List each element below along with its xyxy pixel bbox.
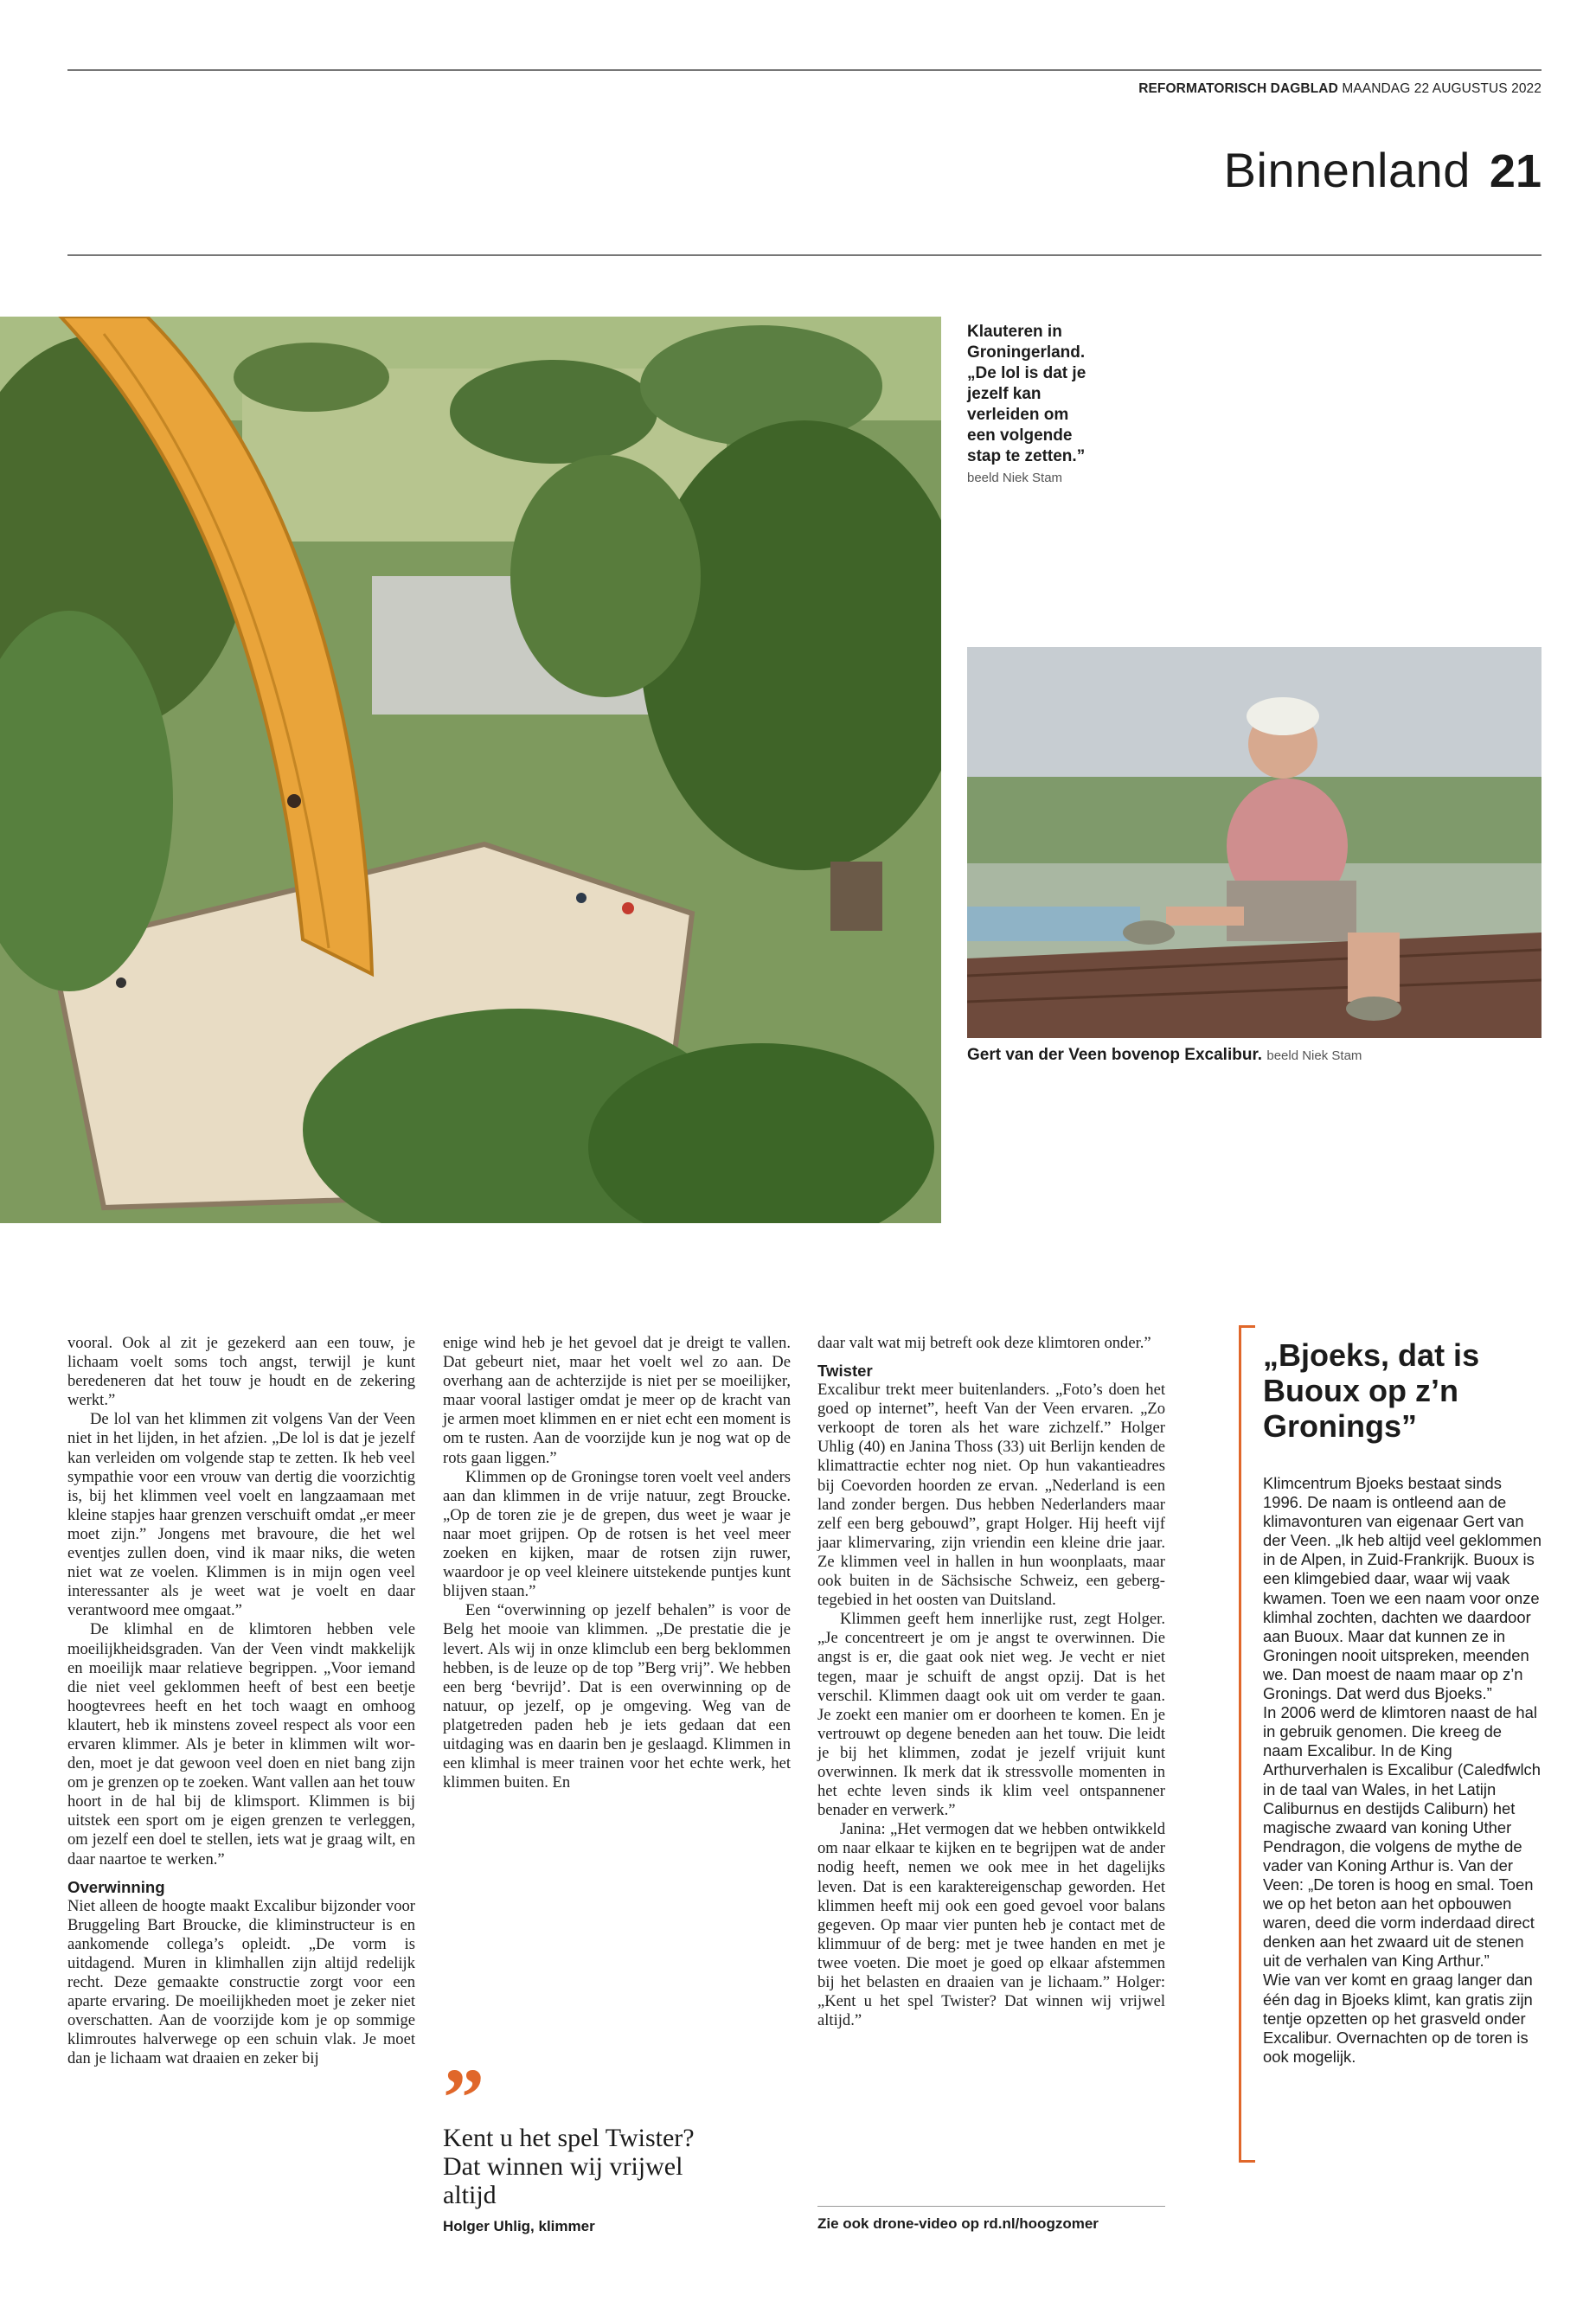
sidebar-title: „Bjoeks, dat is Buoux op z’n Gronings” [1263,1337,1480,1444]
pull-quote-text: Kent u het spel Twister? Dat winnen wij vrijwel altijd [443,2124,695,2209]
main-caption-credit: beeld Niek Stam [967,471,1063,485]
article-column-3 [817,1334,1165,2030]
portrait-caption-text: Gert van der Veen bovenop Excalibur. [967,1046,1263,1064]
paragraph: De klimhal en de klimtoren hebben vele moeilijkheidsgraden. Van der Veen vindt makkelijk en moeilijk maar relatieve begrippen. „Voor iemand die niet veel geklommen heeft of best een beetje hoogtevrees heeft en het toch waagt en omhoog klautert, heb ik minstens zoveel respect als voor een ervaren klimmer. Als je beter in klimmen wilt worden, moet je dat gewoon veel doen en niet bang zijn om je grenzen op te zoeken. Want vallen aan het touw hoort in de hal bij de klimsport. Klimmen is bij uitstek een sport om je eigen grenzen te verleggen, om jezelf een doel te stellen, iets wat je graag wilt, en daar naartoe te werken.” [67,1620,415,1868]
portrait-photo [967,647,1542,1038]
sidebar-paragraph: In 2006 werd de klimtoren naast de hal in gebruik genomen. Die kreeg de naam Excalibur. In de King Arthurverhalen is Excalibur (Caledfwlch in de taal van Wales, in het Latijn Caliburnus en destijds Caliburn) het magische zwaard van koning Uther Pendragon, die volgens de mythe de vader van Koning Arthur is. Van der Veen: „De toren is hoog en smal. Toen we op het beton aan het opbouwen waren, deed die vorm inderdaad direct denken aan het zwaard uit de stenen uit de verhalen van King Arthur.” [1263,1703,1541,1971]
paragraph: Klimmen op de Groningse toren voelt veel anders aan dan klimmen in de vrije natuur, zegt Broucke. „Op de toren zie je de grepen, dus weet je waar je naar moet grijpen. Op de rotsen is het veel meer zoeken en kijken, maar de rotsen zijn ruwer, waardoor je op veel kleinere uitstekende puntjes kunt blijven staan.” [443,1467,791,1601]
paragraph: Niet alleen de hoogte maakt Excalibur bijzonder voor Bruggeling Bart Broucke, die kliminstructeur is en aankomende collega’s opleidt. „De vorm is uitdagend. Muren in klimhallen zijn altijd redelijk recht. Deze gemaakte constructie zorgt voor een aparte ervaring. De moeilijkheden moet je zeker niet overschatten. Aan de voorzijde kom je op sommige klimroutes halverwege op een schuin vlak. Je moet dan je lichaam wat draaien en zeker bij [67,1896,415,2068]
masthead [1138,81,1542,97]
page-number: 21 [1489,145,1542,197]
masthead-date: MAANDAG 22 AUGUSTUS 2022 [1342,81,1542,96]
section-header [1224,142,1542,198]
climbing-tower-photo [0,317,941,1223]
quote-marks-icon: ” [443,2051,484,2144]
sidebar-paragraph: Klimcentrum Bjoeks bestaat sinds 1996. De naam is ontleend aan de klimavonturen van eigenaar Gert van der Veen. „Ik heb altijd veel geklommen in de Alpen, in Zuid-Frankrijk. Buoux is een klimgebied daar, waar wij vaak kwamen. Toen we een naam voor onze klimhal zochten, dachten we daardoor aan Buoux. Maar dat kunnen ze in Groningen nooit uitspreken, meenden we. Dan moest de naam maar op z’n Gronings. Dat werd dus Bjoeks.” [1263,1474,1542,1703]
paragraph: daar valt wat mij betreft ook deze klimtoren onder.” [817,1334,1151,1352]
subheading-overwinning: Overwinning [67,1877,165,1896]
article-column-2 [443,1334,791,1792]
sidebar-bracket [1239,1325,1255,2163]
top-rule [67,69,1542,71]
main-photo-caption [967,322,1097,489]
portrait-photo-caption [967,1045,1542,1067]
paragraph: enige wind heb je het gevoel dat je dreigt te vallen. Dat gebeurt niet, maar het voelt wel zo aan. De overhang aan de achterzijde is niet per se moeilijker, maar vooral lastiger omdat je meer op de kracht van je armen moet klimmen en er niet echt een moment is om te rusten. Aan de voorzijde kun je nog wat op de rots gaan liggen.” [443,1334,791,1467]
subheading-twister: Twister [817,1362,873,1381]
paragraph: Excalibur trekt meer buitenlanders. „Foto’s doen het goed op internet”, heeft Van der Veen ervaren. „Zo verkoopt de toren als het ware zichzelf.” Holger Uhlig (40) en Janina Thoss (33) uit Berlijn kenden de klimattractie echter nog niet. Op hun vakantieadres bij Coevorden hoorden ze ervan. „Nederland is een land zonder bergen. Dus hebben Nederlanders maar zelf een berg gebouwd”, grapt Holger. Hij heeft vijf jaar klimervaring, zijn vriendin een kleine drie jaar. Ze klimmen veel in hallen in hun woonplaats, maar ook buiten in de Sächsische Schweiz, een gebergtegebied in het oosten van Duitsland. [817,1381,1165,1610]
paragraph: vooral. Ook al zit je gezekerd aan een touw, je lichaam voelt soms toch angst, terwijl je kunt beredeneren dat het touw je houdt en de zekering werkt.” [67,1334,415,1410]
paragraph: De lol van het klimmen zit volgens Van der Veen niet in het lijden, in het afzien. „De lol is dat je jezelf kan verleiden om volgende stap te zetten. Ik heb veel sympathie voor een vrouw van dertig die voorzichtig is, bij het klimmen veel voelt en langzaamaan met kleine stapjes haar grenzen verschuift omdat „er meer moet zijn.” Jongens met bravoure, die het wel eventjes zullen doen, vind ik maar niks, die weten niet wat ze voelen. Klimmen is in mijn ogen veel interessanter als je weet wat je voelt en daar verantwoord mee omgaat.” [67,1410,415,1620]
sidebar-box [1239,1325,1542,2173]
main-caption-text: Klauteren in Groningerland. „De lol is dat je jezelf kan verleiden om een volgende stap te zetten.” [967,323,1086,465]
pull-quote-attribution: Holger Uhlig, klimmer [443,2218,595,2234]
drone-video-link[interactable]: Zie ook drone-video op rd.nl/hoogzomer [817,2206,1165,2233]
portrait-caption-credit: beeld Niek Stam [1266,1048,1362,1063]
article-column-1 [67,1334,415,2068]
masthead-paper: REFORMATORISCH DAGBLAD [1138,81,1338,96]
paragraph: Klimmen geeft hem innerlijke rust, zegt Holger. „Je concentreert je om je angst te overwinnen. Die angst is er, die gaat ook niet weg. Je vecht er niet tegen, maar je schuift de angst opzij. Dat is het verschil. Klimmen daagt ook uit om verder te gaan. Je zoekt een manier om er doorheen te komen. En je vertrouwt op degene beneden aan het touw. Die leidt je bij het klimmen, zodat je jezelf vrijuit kunt overwinnen. Ik merk dat ik stressvolle momenten in het echte leven sinds ik klim veel ontspannener benader en verwerk.” [817,1610,1165,1820]
sidebar-text [1263,1474,1542,2067]
paragraph: Janina: „Het vermogen dat we hebben ontwikkeld om naar elkaar te kijken en te begrijpen wat de ander nodig heeft, nemen we ook mee in het dagelijks leven. Dat is een karaktereigenschap geworden. Het klimmen heeft mij ook een goed gevoel voor balans gegeven. Op maar vier punten heb je contact met de klimmuur of de berg: met je twee handen en met je twee voeten. Die moet je goed op elkaar afstemmen bij het belasten en draaien van je lichaam.” Holger: „Kent u het spel Twister? Dat winnen wij vrijwel altijd.” [817,1820,1165,2030]
section-name: Binnenland [1223,143,1471,197]
header-rule [67,254,1542,256]
sidebar-paragraph: Wie van ver komt en graag langer dan één dag in Bjoeks klimt, kan gratis zijn tentje opzetten op het grasveld onder Excalibur. Overnachten op de toren is ook mogelijk. [1263,1971,1533,2066]
pull-quote [443,2051,702,2235]
paragraph: Een “overwinning op jezelf behalen” is voor de Belg het mooie van klimmen. „De prestatie die je levert. Als wij in onze klimclub een berg beklommen hebben, is de leuze op de top ”Berg vrij”. We hebben een berg ‘bevrijd’. Dat is een overwinning op de natuur, op jezelf, op je omgeving. Weg van de platgetreden paden heb je iets gedaan dat een uitdaging was en daarin ben je geslaagd. Klimmen in een klimhal is meer trainen voor het echte werk, het klimmen buiten. En [443,1601,791,1792]
